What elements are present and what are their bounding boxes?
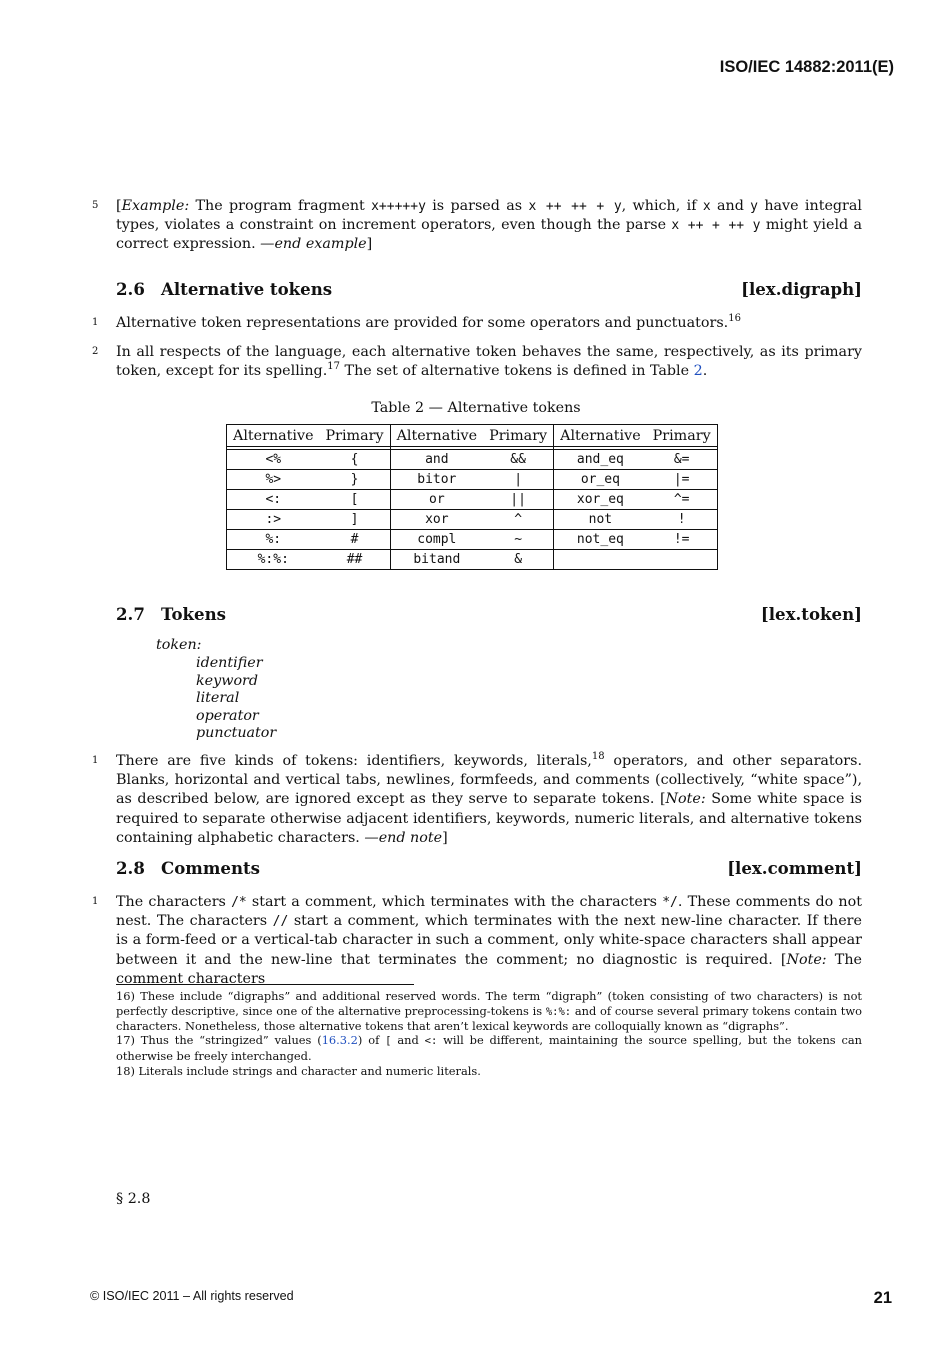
table-cell: | [483, 470, 554, 490]
page-number: 21 [873, 1289, 892, 1307]
footnote-ref[interactable]: 18 [591, 751, 605, 763]
section-ref: [lex.comment] [727, 858, 862, 878]
section-marker: § 2.8 [116, 1191, 151, 1207]
table-cell: and [390, 450, 483, 470]
paragraph-number: 1 [92, 317, 99, 328]
grammar-item: literal [196, 690, 240, 707]
section-ref: [lex.token] [760, 604, 862, 624]
table-cell: compl [390, 530, 483, 550]
table-caption: Table 2 — Alternative tokens [371, 400, 581, 416]
paragraph-number: 5 [92, 200, 99, 211]
copyright-notice: © ISO/IEC 2011 – All rights reserved [90, 1289, 294, 1303]
column-header: Alternative [227, 425, 320, 447]
example-paragraph: [Example: The program fragment x+++++y is parsed as x ++ ++ + y, which, if x and y have integral types, violates a constraint on increment operators, even though the parse x ++ + ++ y might yield a correct expression. —end example] [116, 198, 863, 253]
table-cell: not_eq [554, 530, 647, 550]
table-cell: %:%: [227, 550, 320, 570]
table-cell [554, 550, 647, 570]
paragraph-number: 1 [92, 755, 99, 766]
footnote-divider [116, 984, 414, 985]
table-cell: ^= [647, 490, 718, 510]
paragraph-number: 2 [92, 346, 99, 357]
table-link[interactable]: 2 [693, 363, 703, 380]
table-cell: xor [390, 510, 483, 530]
table-cell: &= [647, 450, 718, 470]
table-cell: ! [647, 510, 718, 530]
column-header: Primary [320, 425, 391, 447]
table-cell: || [483, 490, 554, 510]
table-cell: not [554, 510, 647, 530]
grammar-nonterminal: token: [156, 637, 202, 653]
paragraph-number: 1 [92, 896, 99, 907]
table-cell: :> [227, 510, 320, 530]
column-header: Primary [483, 425, 554, 447]
table-cell: xor_eq [554, 490, 647, 510]
table-row [227, 490, 718, 510]
table-cell: # [320, 530, 391, 550]
footnote-ref[interactable]: 16 [728, 313, 741, 325]
table-row [227, 510, 718, 530]
table-header-row [227, 425, 718, 447]
grammar-item: operator [196, 707, 259, 724]
table-row [227, 470, 718, 490]
section-heading-2-8: 2.8 Comments [lex.comment] [116, 858, 862, 878]
table-row [227, 450, 718, 470]
table-cell: ~ [483, 530, 554, 550]
table-cell: bitor [390, 470, 483, 490]
table-row [227, 530, 718, 550]
table-cell: & [483, 550, 554, 570]
column-header: Alternative [390, 425, 483, 447]
table-cell: } [320, 470, 391, 490]
paragraph-2-8-1: The characters /* start a comment, which terminates with the characters */. These comments do not nest. The characters // start a comment, which terminates with the next new-line character. If there is a form-feed or a vertical-tab character in such a comment, only white-space characters shall appear between it and the new-line that terminates the comment; no diagnostic is required. [Note: The comment characters [116, 894, 862, 987]
table-cell: and_eq [554, 450, 647, 470]
paragraph-2-6-1: Alternative token representations are provided for some operators and punctuators.$^{16}$ [116, 313, 741, 331]
table-cell: <% [227, 450, 320, 470]
table-cell: [ [320, 490, 391, 510]
section-link[interactable]: 16.3.2 [321, 1033, 358, 1047]
table-cell: or [390, 490, 483, 510]
paragraph-2-7-1: There are five kinds of tokens: identifiers, keywords, literals,$^{18}$ operators, and other separators. Blanks, horizontal and vertical tabs, newlines, formfeeds, and comments (collectively, “white space”), as described below, are ignored except as they serve to separate tokens. [Note: Some white space is required to separate otherwise adjacent identifiers, keywords, numeric literals, and alternative tokens containing alphabetic characters. —end note] [116, 751, 863, 846]
column-header: Primary [647, 425, 718, 447]
section-ref: [lex.digraph] [741, 279, 862, 299]
table-cell: { [320, 450, 391, 470]
table-cell: ] [320, 510, 391, 530]
grammar-alternatives [196, 655, 276, 743]
footnote-17: 17) Thus the “stringized” values (16.3.2) of [ and <: will be different, maintaining the source spelling, but the tokens can otherwise be freely interchanged. [116, 1033, 862, 1063]
section-heading-2-6: 2.6 Alternative tokens [lex.digraph] [116, 279, 862, 299]
section-heading-2-7: 2.7 Tokens [lex.token] [116, 604, 862, 624]
grammar-item: punctuator [196, 725, 277, 742]
table-cell: <: [227, 490, 320, 510]
table-cell: ## [320, 550, 391, 570]
table-cell: bitand [390, 550, 483, 570]
table-cell: %: [227, 530, 320, 550]
paragraph-2-6-2: In all respects of the language, each alternative token behaves the same, respectively, as its primary token, except for its spelling.$^{17}$ The set of alternative tokens is defined in Table 2. [116, 344, 862, 380]
column-header: Alternative [554, 425, 647, 447]
footnote-18: 18) Literals include strings and character and numeric literals. [116, 1064, 481, 1078]
table-cell: != [647, 530, 718, 550]
table-row [227, 550, 718, 570]
table-cell: ^ [483, 510, 554, 530]
page-header: ISO/IEC 14882:2011(E) [719, 58, 894, 76]
alternative-tokens-table [226, 424, 718, 570]
table-cell: or_eq [554, 470, 647, 490]
table-cell: |= [647, 470, 718, 490]
footnote-ref[interactable]: 17 [327, 361, 340, 373]
grammar-item: identifier [196, 655, 263, 671]
footnote-16: 16) These include “digraphs” and additional reserved words. The term “digraph” (token consisting of two characters) is not perfectly descriptive, since one of the alternative preprocessing-tokens is %:%: and of course several primary tokens contain two characters. Nonetheless, those alternative tokens that aren’t lexical keywords are colloquially known as “digraphs”. [116, 989, 862, 1034]
table-cell: %> [227, 470, 320, 490]
table-cell [647, 550, 718, 570]
table-cell: && [483, 450, 554, 470]
grammar-item: keyword [196, 672, 259, 689]
